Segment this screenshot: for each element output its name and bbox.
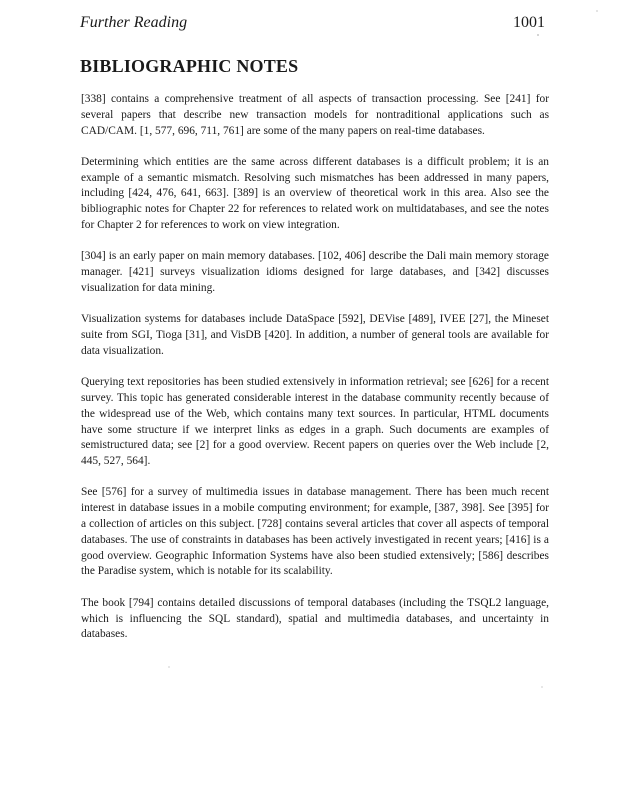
scan-speck — [168, 666, 170, 668]
paragraph: [304] is an early paper on main memory databases. [102, 406] describe the Dali main memory storage manager. [421] surveys visualization idioms designed for large databases, and [342] discusses visualization for data mining. — [81, 250, 549, 294]
page-number: 1001 — [513, 14, 545, 31]
paragraph: Visualization systems for databases include DataSpace [592], DEVise [489], IVEE [27], the Mineset suite from SGI, Tioga [31], and VisDB [420]. In addition, a number of general tools are available for data visualization. — [81, 313, 549, 357]
section-title: BIBLIOGRAPHIC NOTES — [80, 56, 299, 76]
paragraph: Querying text repositories has been studied extensively in information retrieval; see [626] for a recent survey. This topic has generated considerable interest in the database community recently because of the widespread use of the Web, which contains many text sources. In particular, HTML documents have some structure if we interpret links as edges in a graph. Such documents are examples of semistructured data; see [2] for a good overview. Recent papers on queries over the Web include [2, 445, 527, 564]. — [81, 376, 549, 468]
scan-speck — [596, 10, 598, 12]
body-text — [81, 92, 549, 659]
scan-speck — [537, 34, 539, 36]
paragraph: The book [794] contains detailed discussions of temporal databases (including the TSQL2 language, which is influencing the SQL standard), spatial and multimedia databases, and uncertainty in databases. — [81, 596, 549, 641]
running-header-title: Further Reading — [80, 14, 188, 31]
paragraph: Determining which entities are the same across different databases is a difficult problem; it is an example of a semantic mismatch. Resolving such mismatches has been addressed in many papers, including [424, 476, 641, 663]. [389] is an overview of theoretical work in this area. Also see the bibliographic notes for Chapter 22 for references to related work on multidatabases, and see the notes for Chapter 2 for references to work on view integration. — [81, 155, 549, 232]
scan-speck — [541, 686, 543, 688]
paragraph: See [576] for a survey of multimedia issues in database management. There has been much recent interest in database issues in a mobile computing environment; for example, [387, 398]. See [395] for a collection of articles on this subject. [728] contains several articles that cover all aspects of temporal databases. The use of constraints in databases has been actively investigated in recent years; [416] is a good overview. Geographic Information Systems have also been studied extensively; [586] describes the Paradise system, which is notable for its scalability. — [81, 486, 549, 578]
paragraph: [338] contains a comprehensive treatment of all aspects of transaction processing. See [241] for several papers that describe new transaction models for nontraditional applications such as CAD/CAM. [1, 577, 696, 711, 761] are some of the many papers on real-time databases. — [81, 93, 549, 137]
